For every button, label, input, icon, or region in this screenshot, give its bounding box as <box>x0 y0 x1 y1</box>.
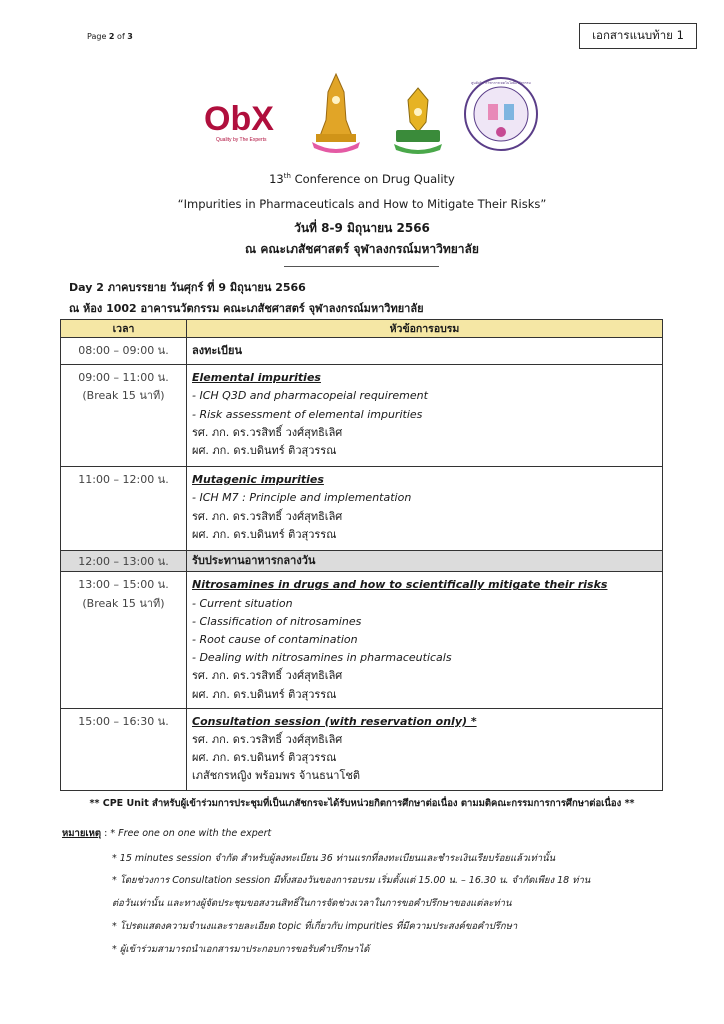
note-line: * โปรดแสดงความจำนงและรายละเอียด topic ที่เกี่ยวกับ impurities ที่มีความประสงค์ขอคำปรึกษา <box>112 921 518 932</box>
obx-tagline: Quality by The Experts <box>216 137 267 143</box>
table-row <box>61 338 663 365</box>
topic-cell <box>187 338 663 365</box>
time-cell: 15:00 – 16:30 น. <box>61 708 187 790</box>
topic-title: Mutagenic impurities <box>192 473 324 487</box>
time-cell: 08:00 – 09:00 น. <box>61 338 187 365</box>
table-row <box>61 551 663 572</box>
speaker: รศ. ภก. ดร.วรสิทธิ์ วงศ์สุทธิเลิศ <box>192 509 343 523</box>
pharmacy-crest-icon <box>394 88 442 154</box>
conference-date: วันที่ 8-9 มิถุนายน 2566 <box>294 221 430 235</box>
table-row <box>61 708 663 790</box>
topic-cell <box>187 708 663 790</box>
speaker: ผศ. ภก. ดร.บดินทร์ ติวสุวรรณ <box>192 751 337 765</box>
topic-item: - Current situation <box>192 596 293 610</box>
topic-title: Consultation session (with reservation only) * <box>192 714 477 728</box>
topic-item: - ICH M7 : Principle and implementation <box>192 491 412 505</box>
time-cell: 13:00 – 15:00 น. (Break 15 นาที) <box>61 572 187 708</box>
speaker: เภสัชกรหญิง พร้อมพร จ้านธนาโชติ <box>192 769 360 783</box>
time-cell: 11:00 – 12:00 น. <box>61 467 187 551</box>
page-number: Page 2 of 3 <box>87 32 133 41</box>
speaker: รศ. ภก. ดร.วรสิทธิ์ วงศ์สุทธิเลิศ <box>192 425 343 439</box>
topic-cell <box>187 572 663 708</box>
col-time-header: เวลา <box>61 320 187 338</box>
topic-cell <box>187 365 663 467</box>
note-line: * ผู้เข้าร่วมสามารถนำเอกสารมาประกอบการขอรับคำปรึกษาได้ <box>112 944 370 955</box>
notes-label: หมายเหตุ <box>62 828 102 839</box>
technology-center-seal-icon <box>465 78 537 150</box>
conference-subtitle: “Impurities in Pharmaceuticals and How to Mitigate Their Risks” <box>177 197 547 211</box>
logos-row <box>196 70 548 156</box>
speaker: รศ. ภก. ดร.วรสิทธิ์ วงศ์สุทธิเลิศ <box>192 669 343 683</box>
notes-section <box>62 826 682 966</box>
table-row <box>61 467 663 551</box>
time-cell: 09:00 – 11:00 น. (Break 15 นาที) <box>61 365 187 467</box>
chula-crest-icon <box>312 74 360 153</box>
topic-title: Nitrosamines in drugs and how to scientifically mitigate their risks <box>192 578 608 592</box>
speaker: รศ. ภก. ดร.วรสิทธิ์ วงศ์สุทธิเลิศ <box>192 733 343 747</box>
obx-logo <box>198 94 296 148</box>
schedule-table <box>60 319 663 791</box>
notes-first-line: หมายเหตุ : * Free one on one with the expert <box>62 828 272 839</box>
note-line: * โดยช่วงการ Consultation session มีทั้งสองวันของการอบรม เริ่มตั้งแต่ 15.00 น. – 16.30 น. จำกัดเพียง 18 ท่าน <box>112 875 591 886</box>
room-heading: ณ ห้อง 1002 อาคารนวัตกรรม คณะเภสัชศาสตร์ จุฬาลงกรณ์มหาวิทยาลัย <box>69 302 424 315</box>
topic-title: Elemental impurities <box>192 371 321 385</box>
table-row <box>61 572 663 708</box>
day-heading: Day 2 ภาคบรรยาย วันศุกร์ ที่ 9 มิถุนายน 2566 <box>69 281 306 294</box>
title-divider <box>284 266 439 267</box>
conference-title: 13th Conference on Drug Quality <box>269 172 455 186</box>
speaker: ผศ. ภก. ดร.บดินทร์ ติวสุวรรณ <box>192 687 337 701</box>
attachment-label: เอกสารแนบท้าย 1 <box>579 23 697 49</box>
table-header-row <box>61 320 663 338</box>
speaker: ผศ. ภก. ดร.บดินทร์ ติวสุวรรณ <box>192 527 337 541</box>
table-row <box>61 365 663 467</box>
conference-venue: ณ คณะเภสัชศาสตร์ จุฬาลงกรณ์มหาวิทยาลัย <box>245 242 479 256</box>
note-line: ต่อวันเท่านั้น และทางผู้จัดประชุมขอสงวนสิทธิ์ในการจัดช่วงเวลาในการขอคำปรึกษาของแต่ละท่าน <box>112 898 512 909</box>
time-cell: 12:00 – 13:00 น. <box>61 551 187 572</box>
note-line: * 15 minutes session จำกัด สำหรับผู้ลงทะเบียน 36 ท่านแรกที่ลงทะเบียนและชำระเงินเรียบร้อยแล้วเท่านั้น <box>112 853 556 864</box>
speaker: ผศ. ภก. ดร.บดินทร์ ติวสุวรรณ <box>192 444 337 458</box>
topic-item: - Dealing with nitrosamines in pharmaceuticals <box>192 651 452 665</box>
topic-cell <box>187 551 663 572</box>
topic-item: - Risk assessment of elemental impurities <box>192 407 423 421</box>
topic-item: - Classification of nitrosamines <box>192 614 362 628</box>
obx-logo-text: ObX <box>204 100 274 138</box>
topic-title: ลงทะเบียน <box>192 344 242 357</box>
col-topic-header: หัวข้อการอบรม <box>187 320 663 338</box>
topic-title: รับประทานอาหารกลางวัน <box>192 554 316 568</box>
seal-caption: ศูนย์บริการวิชาการเทคโนโลยีเภสัชกรรม <box>471 81 531 85</box>
cpe-note: ** CPE Unit สำหรับผู้เข้าร่วมการประชุมที่เป็นเภสัชกรจะได้รับหน่วยกิตการศึกษาต่อเนื่อง ตามมติคณะกรรมการการศึกษาต่อเนื่อง ** <box>89 798 635 809</box>
topic-cell <box>187 467 663 551</box>
topic-item: - ICH Q3D and pharmacopeial requirement <box>192 389 428 403</box>
topic-item: - Root cause of contamination <box>192 633 358 647</box>
